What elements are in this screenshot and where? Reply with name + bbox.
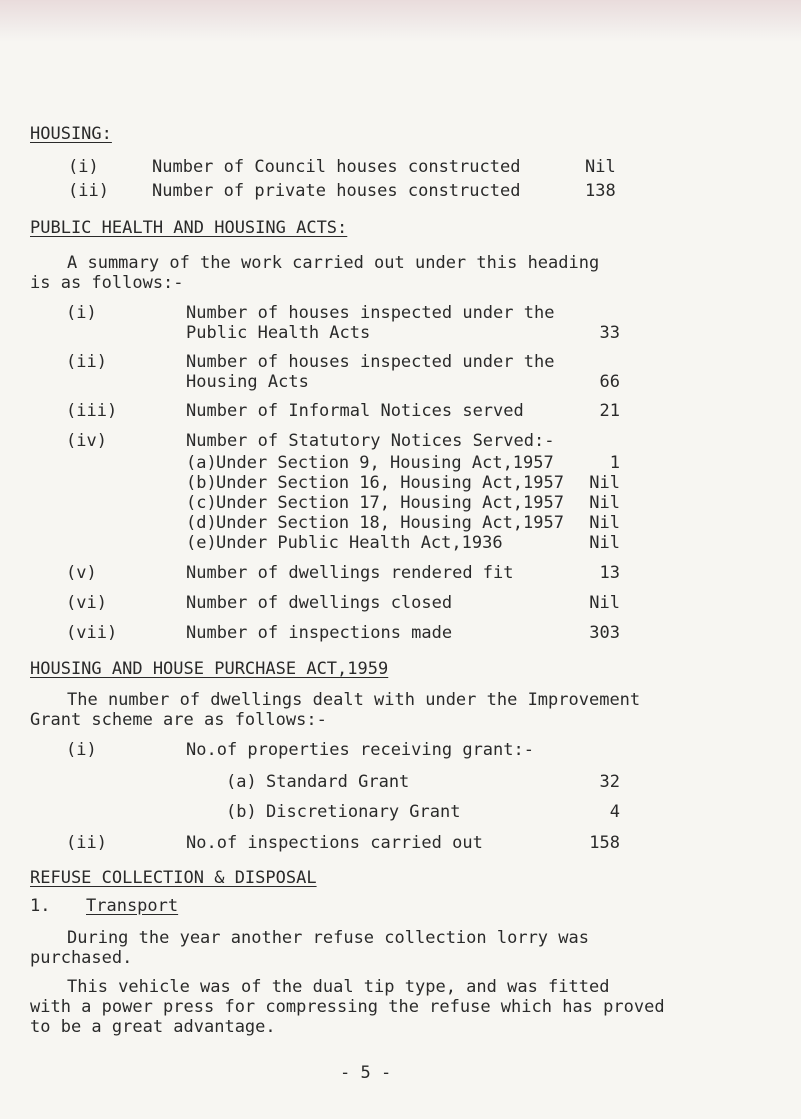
scan-edge: [0, 0, 801, 42]
public-health-intro: is as follows:-: [30, 273, 184, 293]
housing-item-roman: (ii): [68, 181, 109, 201]
ph-sub-letter: (d): [186, 513, 217, 533]
public-health-heading: PUBLIC HEALTH AND HOUSING ACTS:: [30, 218, 348, 238]
ph-sub-value: Nil: [589, 513, 620, 533]
housing-heading: HOUSING:: [30, 124, 112, 144]
housing-item-text: Number of private houses constructed: [152, 181, 521, 201]
ph-item-roman: (iii): [66, 401, 118, 421]
ph-item-text: Number of houses inspected under the: [186, 303, 555, 323]
ph-item-roman: (vii): [66, 623, 118, 643]
housing-item-text: Number of Council houses constructed: [152, 157, 521, 177]
ph-item-value: 33: [599, 323, 620, 343]
public-health-intro: A summary of the work carried out under this heading: [67, 253, 600, 273]
ph-item-text: Number of Informal Notices served: [186, 401, 524, 421]
ph-item-text: Number of inspections made: [186, 623, 453, 643]
ph-item-text: Number of Statutory Notices Served:-: [186, 431, 555, 451]
ph-sub-text: Under Section 9, Housing Act,1957: [216, 453, 554, 473]
page-number: - 5 -: [340, 1063, 392, 1083]
purchase-item-value: 158: [589, 833, 620, 853]
ph-item-roman: (v): [66, 563, 97, 583]
purchase-item-text: No.of inspections carried out: [186, 833, 483, 853]
purchase-intro: Grant scheme are as follows:-: [30, 710, 327, 730]
grant-letter: (b): [226, 802, 257, 822]
ph-sub-value: Nil: [589, 493, 620, 513]
ph-item-value: 303: [589, 623, 620, 643]
ph-item-value: 66: [599, 372, 620, 392]
ph-item-roman: (ii): [66, 352, 107, 372]
housing-item-roman: (i): [68, 157, 99, 177]
ph-item-roman: (iv): [66, 431, 107, 451]
refuse-paragraph: with a power press for compressing the refuse which has proved: [30, 997, 665, 1017]
ph-item-text: Public Health Acts: [186, 323, 371, 343]
grant-text: Standard Grant: [266, 772, 410, 792]
ph-item-text: Number of houses inspected under the: [186, 352, 555, 372]
refuse-paragraph: purchased.: [30, 948, 133, 968]
ph-sub-text: Under Section 16, Housing Act,1957: [216, 473, 564, 493]
refuse-heading: REFUSE COLLECTION & DISPOSAL: [30, 868, 317, 888]
grant-letter: (a): [226, 772, 257, 792]
purchase-item-roman: (ii): [66, 833, 107, 853]
grant-value: 32: [599, 772, 620, 792]
ph-sub-text: Under Public Health Act,1936: [216, 533, 503, 553]
ph-sub-text: Under Section 18, Housing Act,1957: [216, 513, 564, 533]
ph-item-roman: (vi): [66, 593, 107, 613]
refuse-paragraph: to be a great advantage.: [30, 1017, 276, 1037]
purchase-item-text: No.of properties receiving grant:-: [186, 740, 534, 760]
ph-item-roman: (i): [66, 303, 97, 323]
ph-sub-value: Nil: [589, 533, 620, 553]
ph-item-text: Number of dwellings closed: [186, 593, 453, 613]
purchase-intro: The number of dwellings dealt with under the Improvement: [67, 690, 641, 710]
ph-item-value: 21: [599, 401, 620, 421]
purchase-item-roman: (i): [66, 740, 97, 760]
grant-value: 4: [609, 802, 620, 822]
ph-item-text: Number of dwellings rendered fit: [186, 563, 514, 583]
ph-item-text: Housing Acts: [186, 372, 309, 392]
refuse-paragraph: This vehicle was of the dual tip type, and was fitted: [67, 977, 610, 997]
refuse-sub-number: 1.: [30, 896, 51, 916]
refuse-paragraph: During the year another refuse collection lorry was: [67, 928, 589, 948]
ph-sub-letter: (b): [186, 473, 217, 493]
ph-sub-letter: (e): [186, 533, 217, 553]
ph-sub-letter: (c): [186, 493, 217, 513]
ph-sub-value: Nil: [589, 473, 620, 493]
ph-item-value: Nil: [589, 593, 620, 613]
ph-item-value: 13: [599, 563, 620, 583]
ph-sub-text: Under Section 17, Housing Act,1957: [216, 493, 564, 513]
refuse-sub-heading: Transport: [86, 896, 179, 916]
ph-sub-letter: (a): [186, 453, 217, 473]
housing-item-value: Nil: [585, 157, 616, 177]
housing-item-value: 138: [585, 181, 616, 201]
ph-sub-value: 1: [609, 453, 620, 473]
purchase-heading: HOUSING AND HOUSE PURCHASE ACT,1959: [30, 659, 389, 679]
grant-text: Discretionary Grant: [266, 802, 461, 822]
